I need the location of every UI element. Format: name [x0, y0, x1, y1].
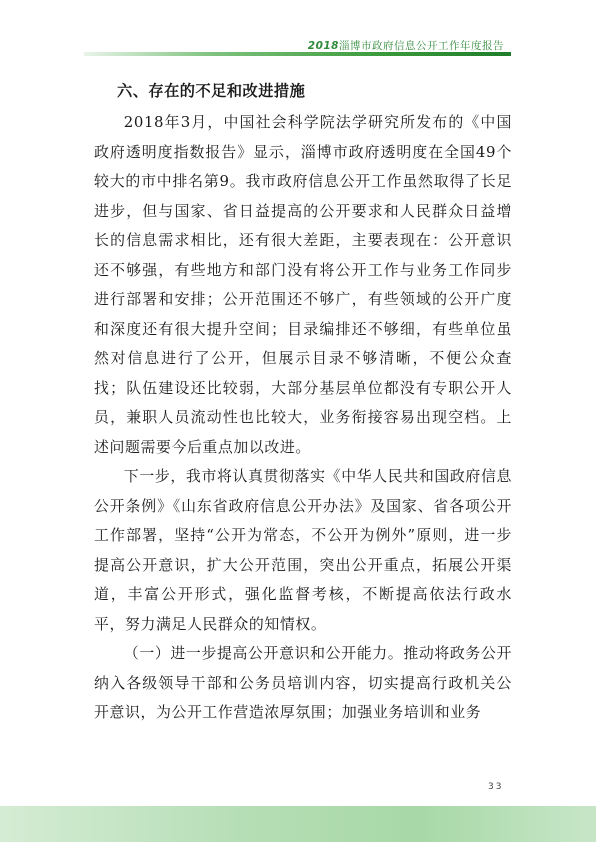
header-year: 2018 [307, 40, 339, 52]
header-title: 淄博市政府信息公开工作年度报告 [339, 40, 504, 52]
paragraph-3: （一）进一步提高公开意识和公开能力。推动将政务公开纳入各级领导干部和公务员培训内容，切实提高行政机关公开意识，为公开工作营造浓厚氛围；加强业务培训和业务 [94, 644, 512, 721]
paragraph-1: 2018年3月，中国社会科学院法学研究所发布的《中国政府透明度指数报告》显示，淄博市政府透明度在全国49个较大的市中排名第9。我市政府信息公开工作虽然取得了长足进步，但与国家、省日益提高的公开要求和人民群众日益增长的信息需求相比，还有很大差距，主要表现在：公开意识还不够强，有些地方和部门没有将公开工作与业务工作同步进行部署和安排；公开范围还不够广，有些领域的公开广度和深度还有很大提升空间；目录编排还不够细，有些单位虽然对信息进行了公开，但展示目录不够清晰，不便公众查找；队伍建设还比较弱，大部分基层单位都没有专职公开人员，兼职人员流动性也比较大，业务衔接容易出现空档。上述问题需要今后重点加以改进。 [94, 113, 512, 456]
paragraph-2: 下一步，我市将认真贯彻落实《中华人民共和国政府信息公开条例》《山东省政府信息公开办法》及国家、省各项公开工作部署，坚持“公开为常态，不公开为例外”原则，进一步提高公开意识，扩大公开范围，突出公开重点，拓展公开渠道，丰富公开形式，强化监督考核，不断提高依法行政水平，努力满足人民群众的知情权。 [94, 467, 512, 633]
section-heading: 六、存在的不足和改进措施 [117, 82, 306, 100]
page-number: 33 [488, 782, 504, 792]
footer-band [0, 806, 596, 842]
header-rule [84, 52, 511, 56]
running-header [308, 38, 504, 53]
page-content [94, 74, 512, 728]
